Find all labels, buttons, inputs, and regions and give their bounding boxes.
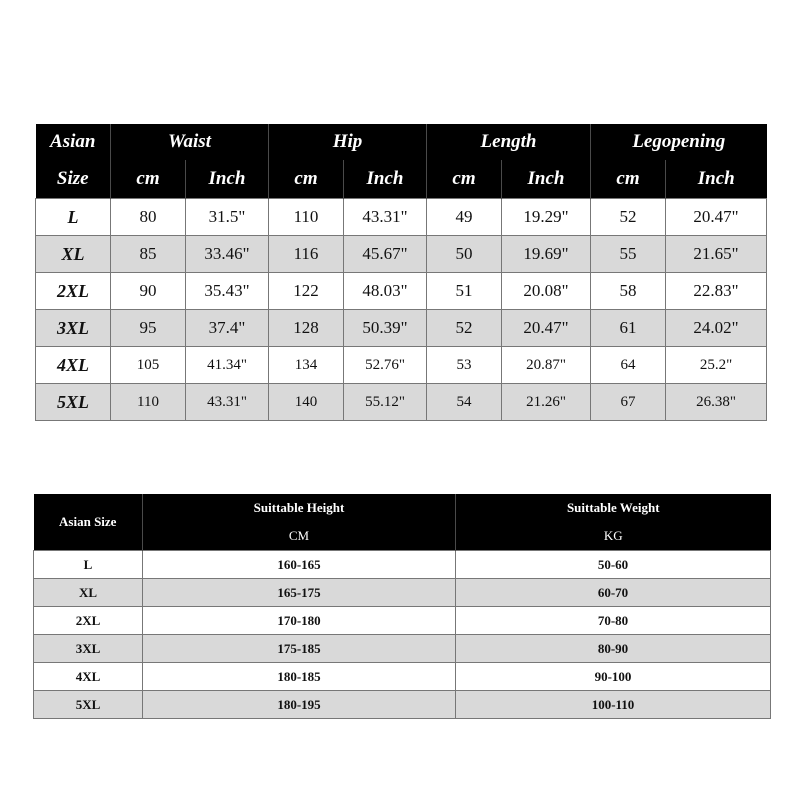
size-cell: L	[34, 551, 143, 579]
height-header: Suittable Height	[143, 494, 456, 522]
value-cell: 55.12"	[344, 384, 427, 421]
value-cell: 52	[427, 310, 502, 347]
value-cell: 58	[591, 273, 666, 310]
size-cell: 2XL	[34, 607, 143, 635]
value-cell: 54	[427, 384, 502, 421]
size-cell: L	[36, 199, 111, 236]
value-cell: 61	[591, 310, 666, 347]
value-cell: 80	[111, 199, 186, 236]
value-cell: 52.76"	[344, 347, 427, 384]
value-cell: 31.5"	[186, 199, 269, 236]
size-cell: 4XL	[34, 663, 143, 691]
height-cell: 175-185	[143, 635, 456, 663]
table-row	[36, 310, 767, 347]
value-cell: 41.34"	[186, 347, 269, 384]
table-row	[34, 691, 771, 719]
value-cell: 24.02"	[666, 310, 767, 347]
value-cell: 134	[269, 347, 344, 384]
weight-cell: 100-110	[456, 691, 771, 719]
table-row	[34, 663, 771, 691]
height-cell: 170-180	[143, 607, 456, 635]
value-cell: 55	[591, 236, 666, 273]
weight-cell: 60-70	[456, 579, 771, 607]
height-cell: 160-165	[143, 551, 456, 579]
weight-header: Suittable Weight	[456, 494, 771, 522]
legopening-header: Legopening	[591, 124, 767, 160]
value-cell: 85	[111, 236, 186, 273]
unit-header: Inch	[344, 160, 427, 199]
table-unit-row	[34, 522, 771, 551]
size-cell: 3XL	[34, 635, 143, 663]
value-cell: 110	[111, 384, 186, 421]
hip-header: Hip	[269, 124, 427, 160]
value-cell: 20.47"	[502, 310, 591, 347]
height-cell: 180-195	[143, 691, 456, 719]
size-cell: 5XL	[36, 384, 111, 421]
unit-header: Inch	[666, 160, 767, 199]
table-unit-row	[36, 160, 767, 199]
weight-cell: 70-80	[456, 607, 771, 635]
table-row	[34, 607, 771, 635]
waist-header: Waist	[111, 124, 269, 160]
value-cell: 105	[111, 347, 186, 384]
size-cell: XL	[34, 579, 143, 607]
weight-unit: KG	[456, 522, 771, 551]
size-header-bottom: Size	[36, 160, 111, 199]
value-cell: 53	[427, 347, 502, 384]
value-cell: 21.26"	[502, 384, 591, 421]
value-cell: 33.46"	[186, 236, 269, 273]
value-cell: 140	[269, 384, 344, 421]
value-cell: 49	[427, 199, 502, 236]
value-cell: 128	[269, 310, 344, 347]
value-cell: 110	[269, 199, 344, 236]
value-cell: 21.65"	[666, 236, 767, 273]
height-cell: 180-185	[143, 663, 456, 691]
value-cell: 35.43"	[186, 273, 269, 310]
table-row	[34, 635, 771, 663]
size-cell: 4XL	[36, 347, 111, 384]
table-row	[36, 199, 767, 236]
value-cell: 90	[111, 273, 186, 310]
table-row	[36, 347, 767, 384]
value-cell: 116	[269, 236, 344, 273]
value-cell: 52	[591, 199, 666, 236]
value-cell: 67	[591, 384, 666, 421]
size-header: Asian Size	[34, 494, 143, 551]
value-cell: 50.39"	[344, 310, 427, 347]
height-weight-table	[33, 494, 771, 719]
unit-header: Inch	[502, 160, 591, 199]
table-row	[34, 579, 771, 607]
value-cell: 37.4"	[186, 310, 269, 347]
value-cell: 25.2"	[666, 347, 767, 384]
unit-header: cm	[269, 160, 344, 199]
size-header-top: Asian	[36, 124, 111, 160]
value-cell: 122	[269, 273, 344, 310]
height-unit: CM	[143, 522, 456, 551]
value-cell: 19.69"	[502, 236, 591, 273]
size-cell: XL	[36, 236, 111, 273]
table-row	[34, 551, 771, 579]
unit-header: Inch	[186, 160, 269, 199]
value-cell: 20.87"	[502, 347, 591, 384]
weight-cell: 90-100	[456, 663, 771, 691]
table-row	[36, 273, 767, 310]
value-cell: 48.03"	[344, 273, 427, 310]
value-cell: 43.31"	[186, 384, 269, 421]
value-cell: 20.47"	[666, 199, 767, 236]
value-cell: 51	[427, 273, 502, 310]
unit-header: cm	[111, 160, 186, 199]
value-cell: 22.83"	[666, 273, 767, 310]
value-cell: 20.08"	[502, 273, 591, 310]
height-cell: 165-175	[143, 579, 456, 607]
value-cell: 19.29"	[502, 199, 591, 236]
table-header-row	[34, 494, 771, 522]
size-cell: 2XL	[36, 273, 111, 310]
weight-cell: 50-60	[456, 551, 771, 579]
length-header: Length	[427, 124, 591, 160]
table-header-row	[36, 124, 767, 160]
weight-cell: 80-90	[456, 635, 771, 663]
table-row	[36, 384, 767, 421]
value-cell: 64	[591, 347, 666, 384]
unit-header: cm	[591, 160, 666, 199]
value-cell: 50	[427, 236, 502, 273]
size-cell: 5XL	[34, 691, 143, 719]
table-row	[36, 236, 767, 273]
value-cell: 95	[111, 310, 186, 347]
value-cell: 45.67"	[344, 236, 427, 273]
unit-header: cm	[427, 160, 502, 199]
size-measurement-table	[35, 124, 767, 421]
value-cell: 43.31"	[344, 199, 427, 236]
size-cell: 3XL	[36, 310, 111, 347]
value-cell: 26.38"	[666, 384, 767, 421]
